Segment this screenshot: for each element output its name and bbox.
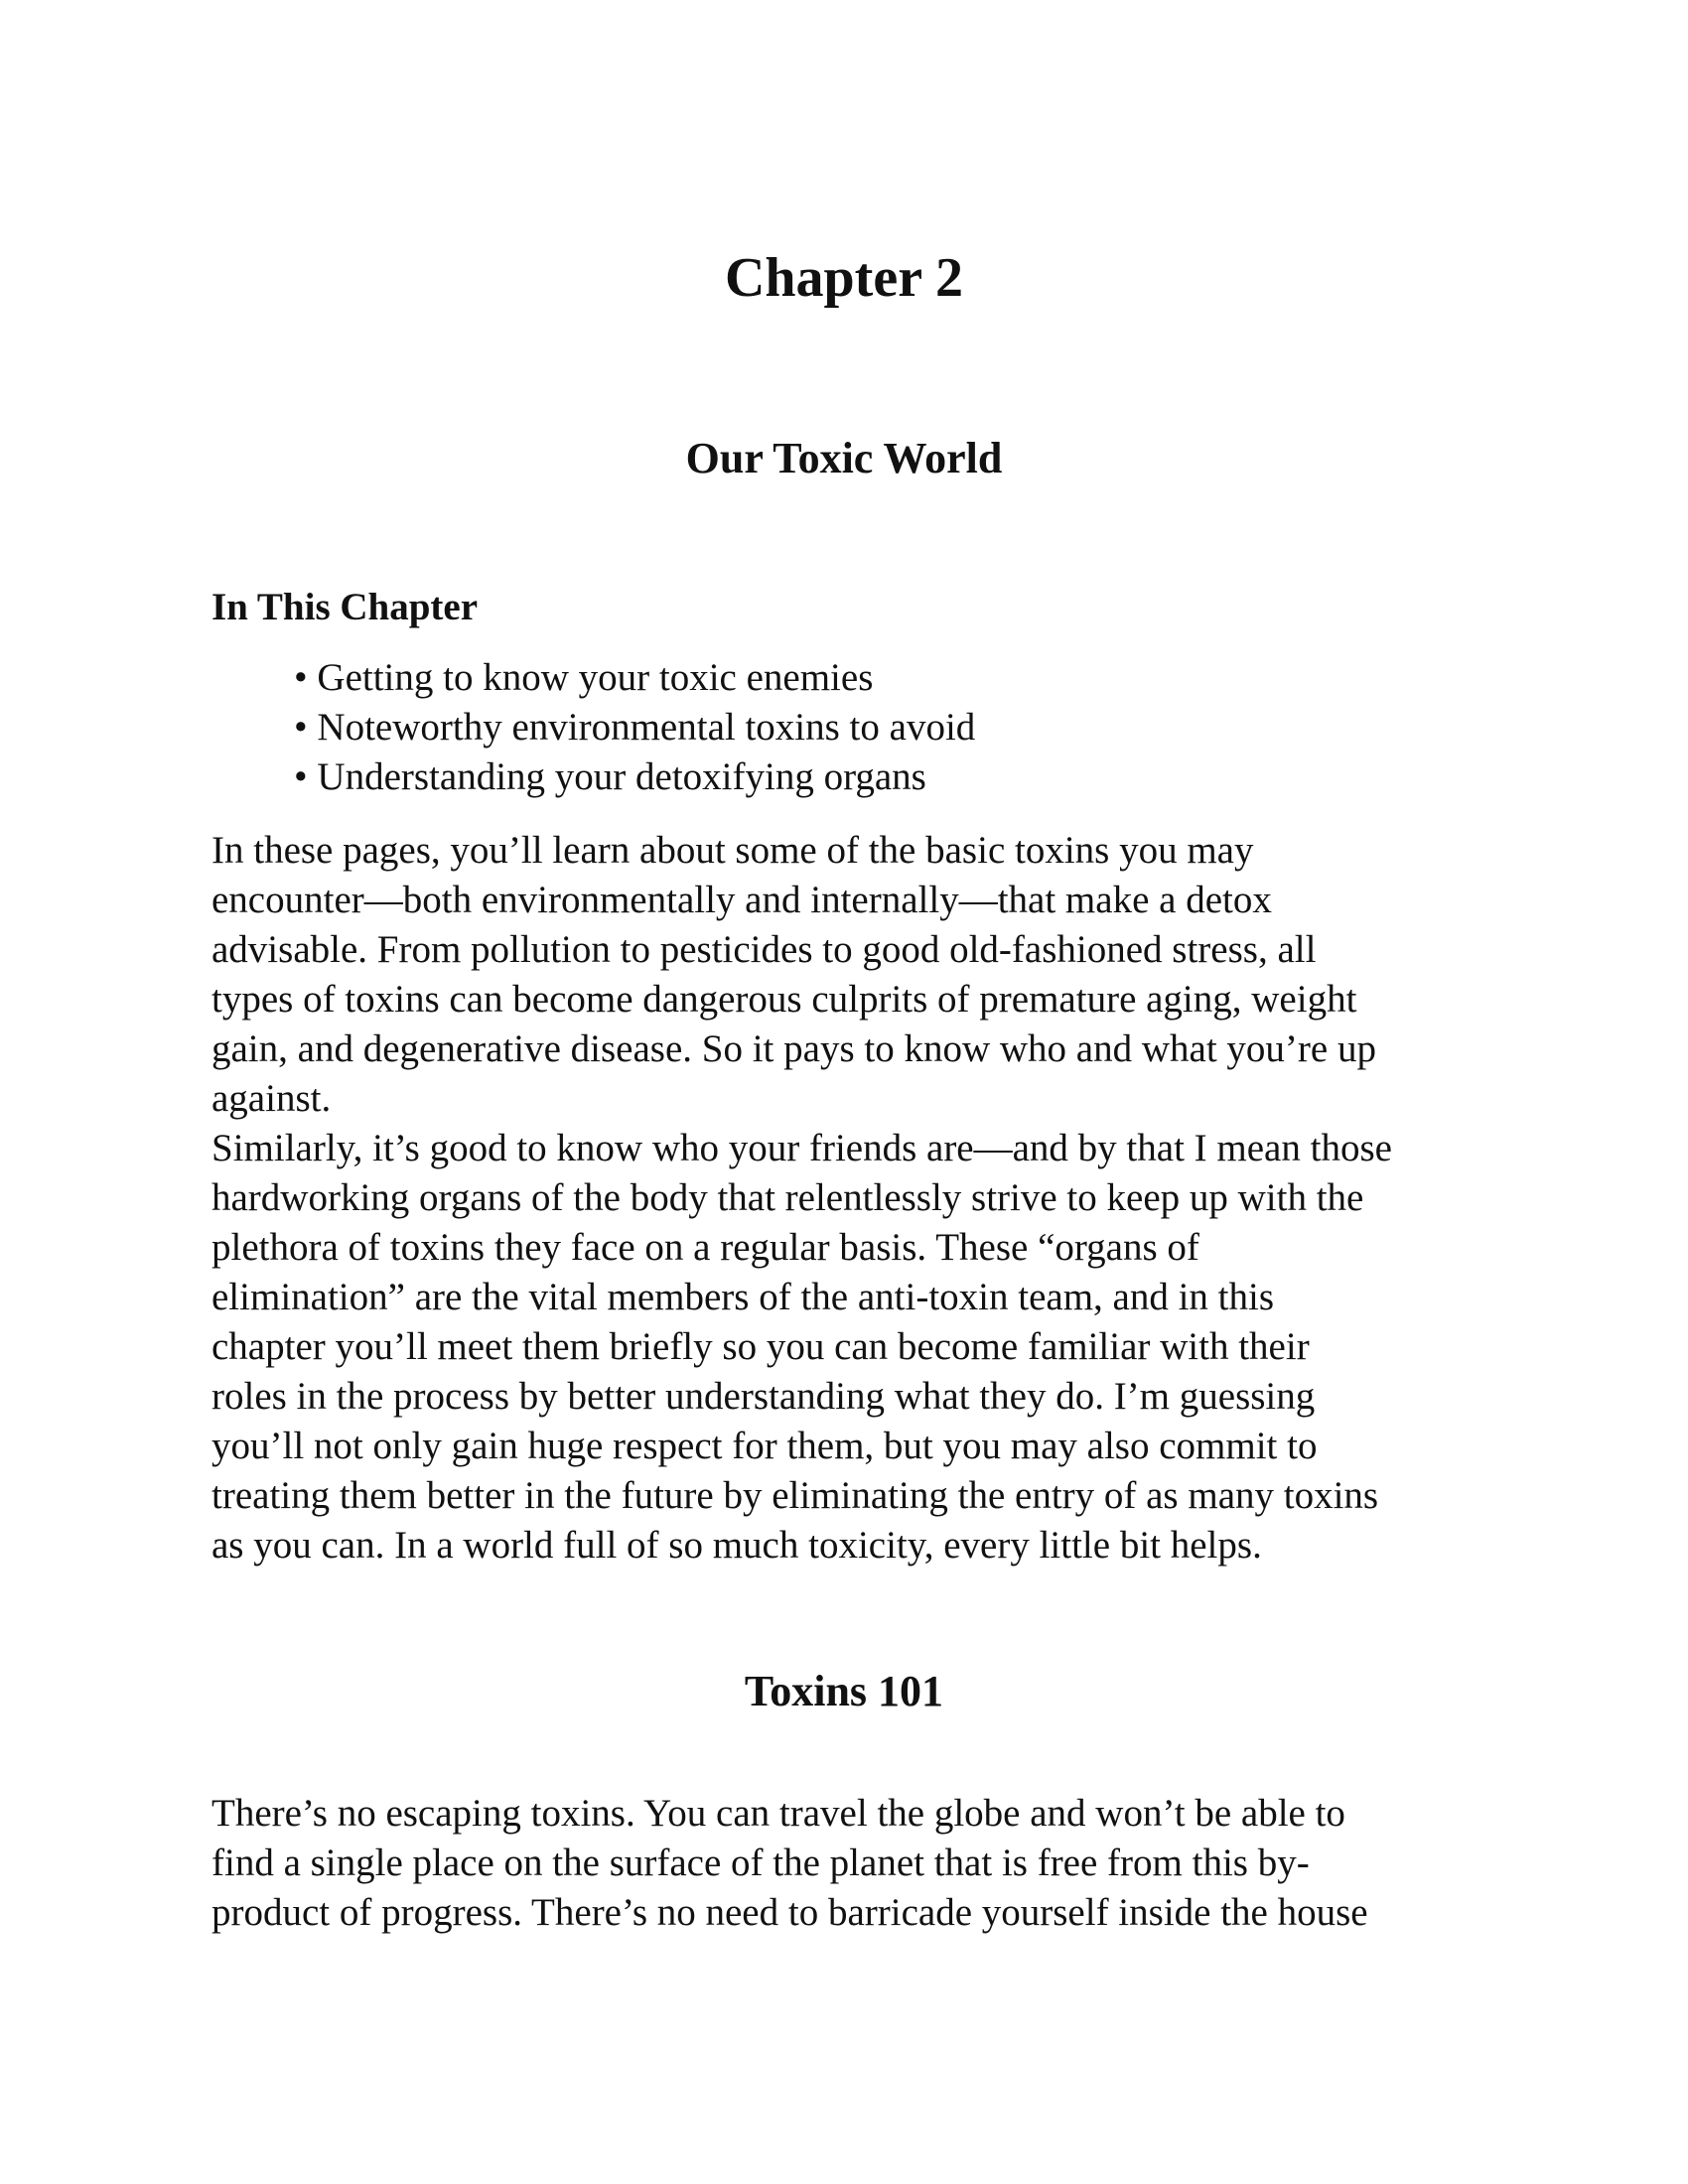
text-line: types of toxins can become dangerous culprits of premature aging, weight <box>211 978 1357 1021</box>
section-heading: Toxins 101 <box>744 1667 944 1715</box>
chapter-topic-item: • Getting to know your toxic enemies <box>294 656 874 699</box>
text-line: gain, and degenerative disease. So it pays to know who and what you’re up <box>211 1027 1376 1070</box>
text-line: treating them better in the future by eliminating the entry of as many toxins <box>211 1474 1379 1517</box>
text-line: against. <box>211 1077 332 1120</box>
text-line: elimination” are the vital members of the anti-toxin team, and in this <box>211 1276 1275 1318</box>
text-line: plethora of toxins they face on a regular basis. These “organs of <box>211 1226 1199 1269</box>
text-line: In these pages, you’ll learn about some of the basic toxins you may <box>211 829 1254 872</box>
text-line: you’ll not only gain huge respect for them, but you may also commit to <box>211 1425 1318 1467</box>
text-line: roles in the process by better understanding what they do. I’m guessing <box>211 1375 1316 1418</box>
text-line: find a single place on the surface of the planet that is free from this by- <box>211 1842 1310 1884</box>
intro-text <box>211 826 1502 1570</box>
intro-paragraph <box>211 826 1502 1124</box>
text-line: encounter—both environmentally and internally—that make a detox <box>211 879 1272 921</box>
intro-paragraph <box>211 1124 1502 1570</box>
text-line: hardworking organs of the body that relentlessly strive to keep up with the <box>211 1176 1364 1219</box>
in-this-chapter-heading: In This Chapter <box>211 586 479 628</box>
text-line: advisable. From pollution to pesticides to good old-fashioned stress, all <box>211 928 1317 971</box>
text-line: as you can. In a world full of so much toxicity, every little bit helps. <box>211 1524 1262 1567</box>
chapter-topics-list <box>294 653 975 802</box>
text-line: product of progress. There’s no need to barricade yourself inside the house <box>211 1891 1368 1934</box>
chapter-title: Our Toxic World <box>685 434 1003 482</box>
section-text <box>211 1789 1502 1938</box>
chapter-topic-item: • Noteworthy environmental toxins to avoid <box>294 706 976 749</box>
chapter-number: Chapter 2 <box>724 247 964 309</box>
text-line: chapter you’ll meet them briefly so you can become familiar with their <box>211 1325 1310 1368</box>
chapter-topic-item: • Understanding your detoxifying organs <box>294 755 926 798</box>
text-line: There’s no escaping toxins. You can travel the globe and won’t be able to <box>211 1792 1345 1835</box>
section-paragraph <box>211 1789 1502 1938</box>
text-line: Similarly, it’s good to know who your friends are—and by that I mean those <box>211 1127 1392 1169</box>
